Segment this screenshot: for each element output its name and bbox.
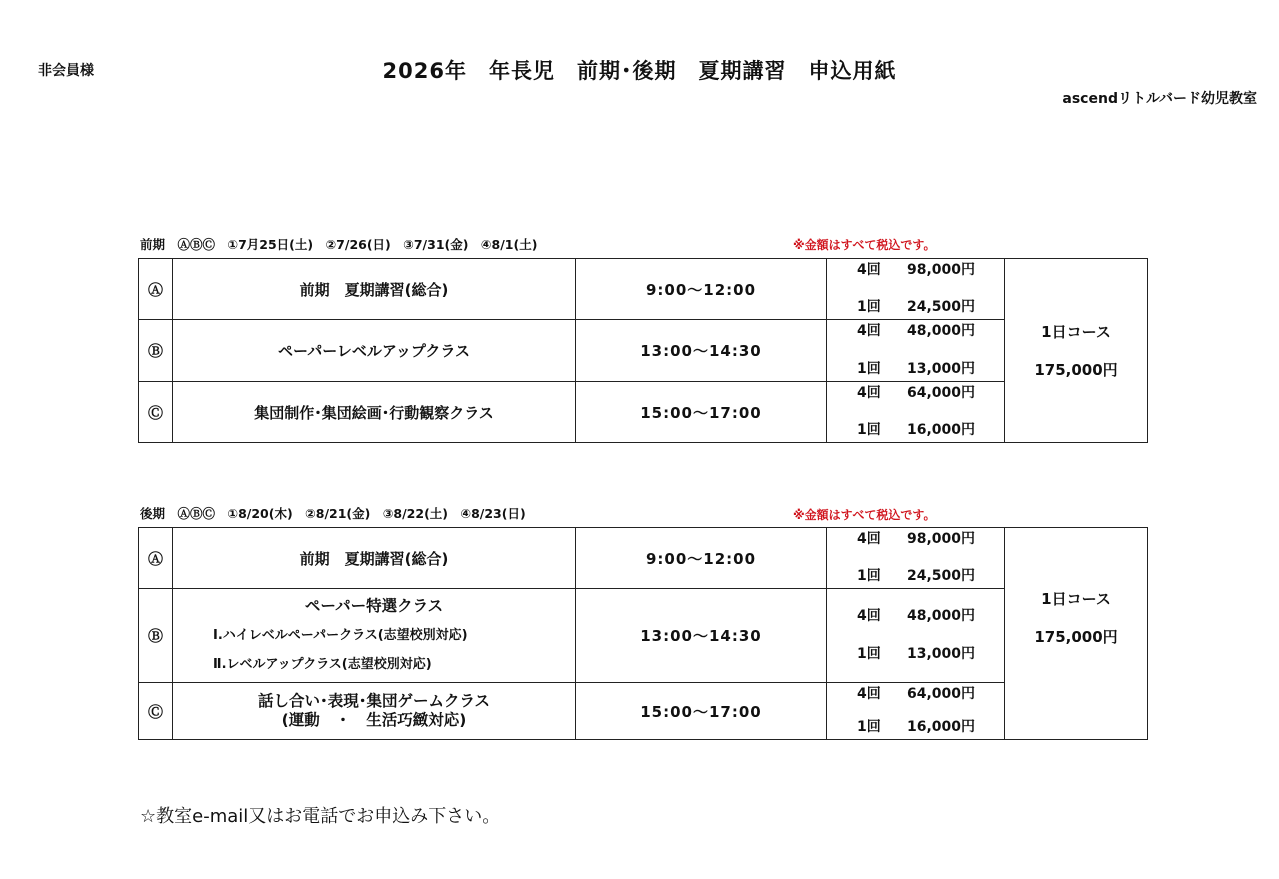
first-term-table xyxy=(138,258,1148,443)
price-count: 1回 xyxy=(857,422,881,438)
price-count: 1回 xyxy=(857,646,881,663)
table-row xyxy=(139,683,1148,740)
class-time: 9:00〜12:00 xyxy=(576,528,827,589)
table-row xyxy=(139,589,1148,683)
page-title: 2026年 年長児 前期･後期 夏期講習 申込用紙 xyxy=(382,59,897,83)
price-count: 4回 xyxy=(857,531,881,547)
price-amount: 64,000円 xyxy=(906,385,975,401)
price-amount: 13,000円 xyxy=(906,361,975,377)
class-name: 話し合い･表現･集団ゲームクラス xyxy=(257,692,491,710)
second-term-tax-note: ※金額はすべて税込です。 xyxy=(793,508,936,522)
price-count: 1回 xyxy=(857,299,881,315)
price-count: 4回 xyxy=(857,323,881,339)
course-label: 1日コース xyxy=(1041,590,1111,608)
price-cell xyxy=(827,528,1005,589)
price-amount: 48,000円 xyxy=(906,323,975,339)
row-mark: Ⓐ xyxy=(139,528,173,589)
price-amount: 24,500円 xyxy=(906,568,975,584)
first-term-heading: 前期 ⒶⒷⒸ ①7月25日(土) ②7/26(日) ③7/31(金) ④8/1(土) xyxy=(140,237,538,252)
class-time: 13:00〜14:30 xyxy=(576,589,827,683)
price-amount: 64,000円 xyxy=(906,686,975,702)
school-name: ascendリトルバード幼児教室 xyxy=(1062,91,1257,107)
table-row xyxy=(139,259,1148,320)
class-sub-name: Ⅰ.ハイレベルペーパークラス(志望校別対応) xyxy=(213,628,468,643)
footer-note xyxy=(140,802,500,828)
class-time: 15:00〜17:00 xyxy=(576,683,827,740)
price-count: 4回 xyxy=(857,262,881,278)
price-amount: 16,000円 xyxy=(906,422,975,438)
row-mark: Ⓐ xyxy=(139,259,173,320)
price-count: 4回 xyxy=(857,607,881,624)
second-term-heading: 後期 ⒶⒷⒸ ①8/20(木) ②8/21(金) ③8/22(土) ④8/23(日) xyxy=(140,506,526,521)
price-cell xyxy=(827,320,1005,382)
price-cell xyxy=(827,589,1005,683)
class-time: 13:00〜14:30 xyxy=(576,320,827,382)
course-price: 175,000円 xyxy=(1034,628,1118,646)
price-amount: 98,000円 xyxy=(906,531,975,547)
price-cell xyxy=(827,259,1005,320)
table-row xyxy=(139,320,1148,382)
price-count: 4回 xyxy=(857,686,881,702)
row-mark: Ⓑ xyxy=(139,320,173,382)
price-count: 4回 xyxy=(857,385,881,401)
second-term-table xyxy=(138,527,1148,740)
course-label: 1日コース xyxy=(1041,322,1111,341)
class-name: 集団制作･集団絵画･行動観察クラス xyxy=(173,382,576,443)
row-mark: Ⓒ xyxy=(139,683,173,740)
first-term-tax-note: ※金額はすべて税込です。 xyxy=(793,238,936,252)
class-name: ペーパーレベルアップクラス xyxy=(173,320,576,382)
price-count: 1回 xyxy=(857,361,881,377)
row-mark: Ⓑ xyxy=(139,589,173,683)
table-row xyxy=(139,382,1148,443)
class-time: 9:00〜12:00 xyxy=(576,259,827,320)
price-amount: 48,000円 xyxy=(906,607,975,624)
course-cell xyxy=(1005,259,1148,443)
class-name: 前期 夏期講習(総合) xyxy=(173,528,576,589)
price-cell xyxy=(827,683,1005,740)
price-amount: 13,000円 xyxy=(906,646,975,663)
member-label: 非会員様 xyxy=(38,63,94,79)
star-icon: ☆ xyxy=(140,806,157,827)
price-count: 1回 xyxy=(857,719,881,735)
table-row xyxy=(139,528,1148,589)
course-cell xyxy=(1005,528,1148,740)
class-name-cell xyxy=(173,683,576,740)
class-name: ペーパー特選クラス xyxy=(304,597,444,615)
row-mark: Ⓒ xyxy=(139,382,173,443)
price-count: 1回 xyxy=(857,568,881,584)
class-name-note: (運動 ・ 生活巧緻対応) xyxy=(281,711,467,729)
price-amount: 24,500円 xyxy=(906,299,975,315)
price-amount: 16,000円 xyxy=(906,719,975,735)
class-sub-name: Ⅱ.レベルアップクラス(志望校別対応) xyxy=(213,657,432,672)
price-cell xyxy=(827,382,1005,443)
course-price: 175,000円 xyxy=(1034,360,1118,379)
class-time: 15:00〜17:00 xyxy=(576,382,827,443)
class-name: 前期 夏期講習(総合) xyxy=(173,259,576,320)
class-name-cell xyxy=(173,589,576,683)
footer-text: 教室e-mail又はお電話でお申込み下さい。 xyxy=(156,806,501,827)
price-amount: 98,000円 xyxy=(906,262,975,278)
